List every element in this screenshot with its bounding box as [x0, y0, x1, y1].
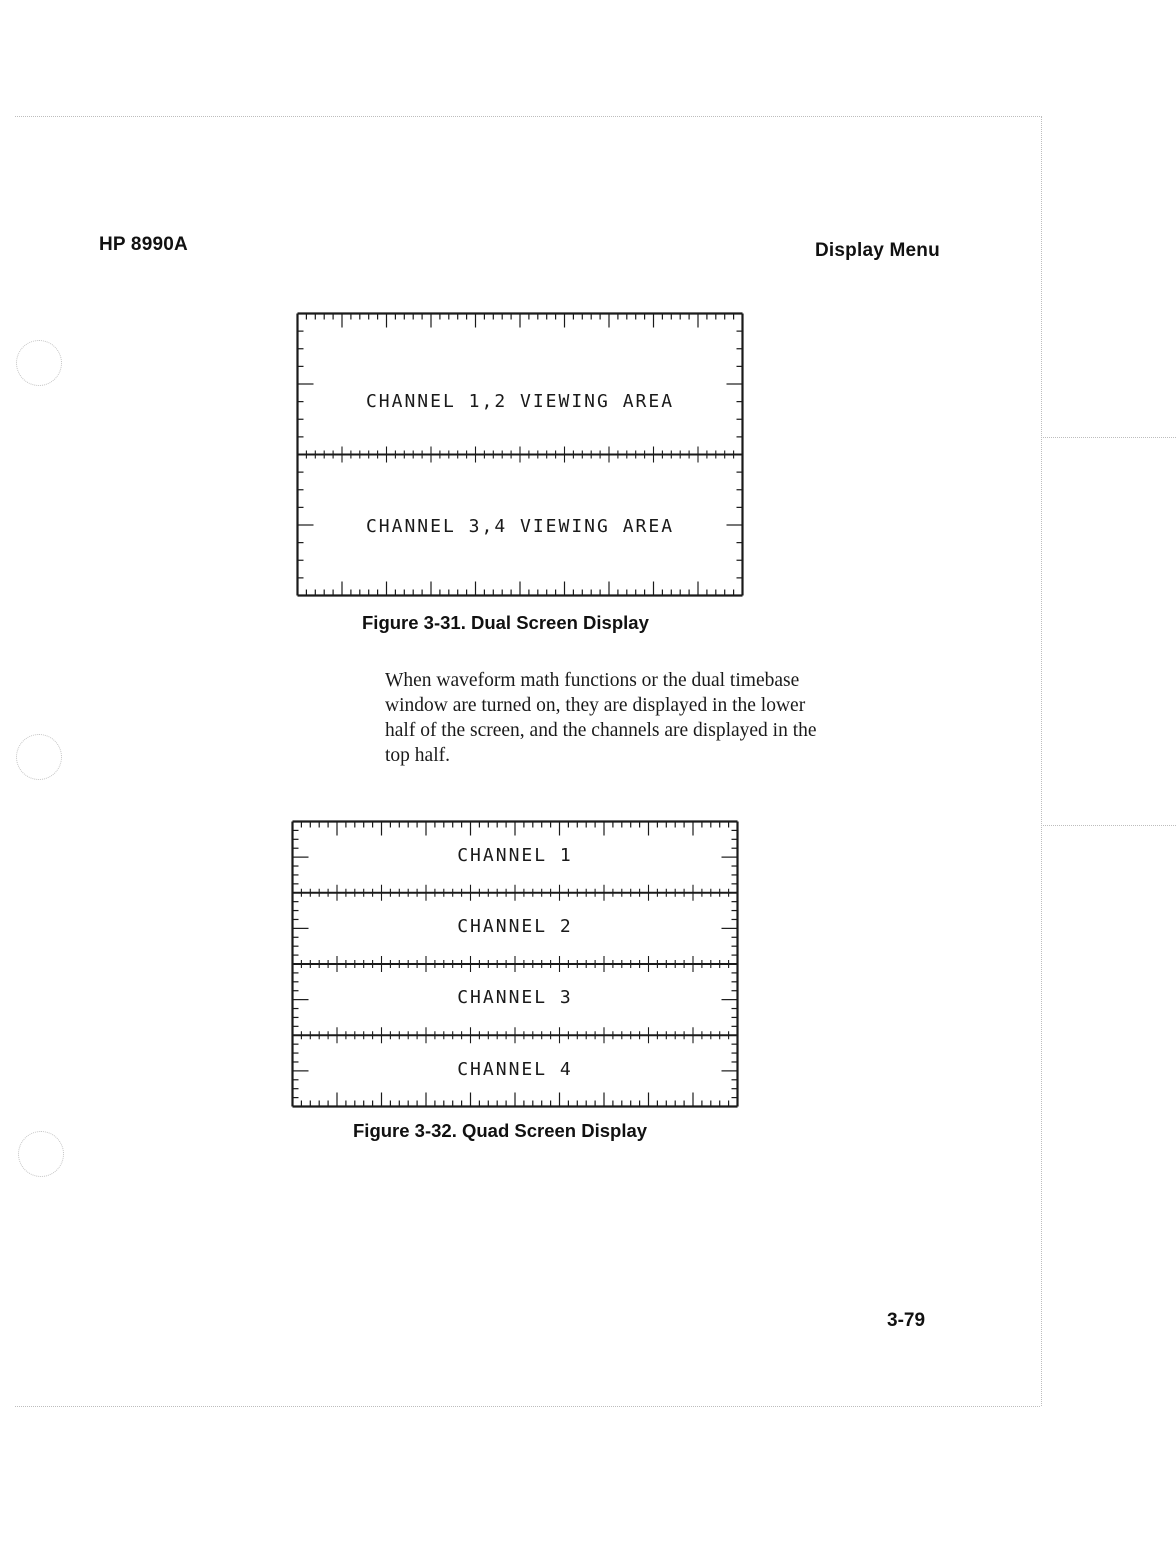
tab-divider-2: [1041, 825, 1176, 826]
punch-hole-bottom: [18, 1131, 64, 1177]
paragraph-line: window are turned on, they are displayed in the lower: [385, 695, 806, 716]
viewing-area-label-1: CHANNEL 1,2 VIEWING AREA: [365, 391, 675, 412]
paragraph-line: top half.: [385, 745, 450, 766]
channel-label-4: CHANNEL 4: [457, 1059, 573, 1080]
punch-hole-middle: [16, 734, 62, 780]
page-number: 3-79: [887, 1310, 926, 1331]
punch-hole-top: [16, 340, 62, 386]
tab-divider-1: [1041, 437, 1176, 438]
dual-graticule-grid: [296, 312, 744, 597]
body-paragraph: [385, 668, 817, 768]
figure-3-32-caption: Figure 3-32. Quad Screen Display: [353, 1120, 648, 1141]
paragraph-line: half of the screen, and the channels are displayed in the: [385, 720, 817, 741]
channel-label-3: CHANNEL 3: [457, 987, 573, 1008]
paragraph-line: When waveform math functions or the dual timebase: [385, 670, 800, 691]
page-bottom-edge: [15, 1406, 1040, 1407]
channel-label-1: CHANNEL 1: [457, 845, 573, 866]
page-right-edge: [1041, 116, 1042, 1406]
header-model: HP 8990A: [99, 234, 188, 255]
header-section-title: Display Menu: [815, 240, 940, 261]
channel-label-2: CHANNEL 2: [457, 916, 573, 937]
page-top-edge: [15, 116, 1040, 117]
quad-screen-graticule: [291, 820, 739, 1108]
dual-screen-graticule: [296, 312, 744, 597]
figure-3-31-caption: Figure 3-31. Dual Screen Display: [362, 612, 649, 633]
viewing-area-label-2: CHANNEL 3,4 VIEWING AREA: [365, 516, 675, 537]
